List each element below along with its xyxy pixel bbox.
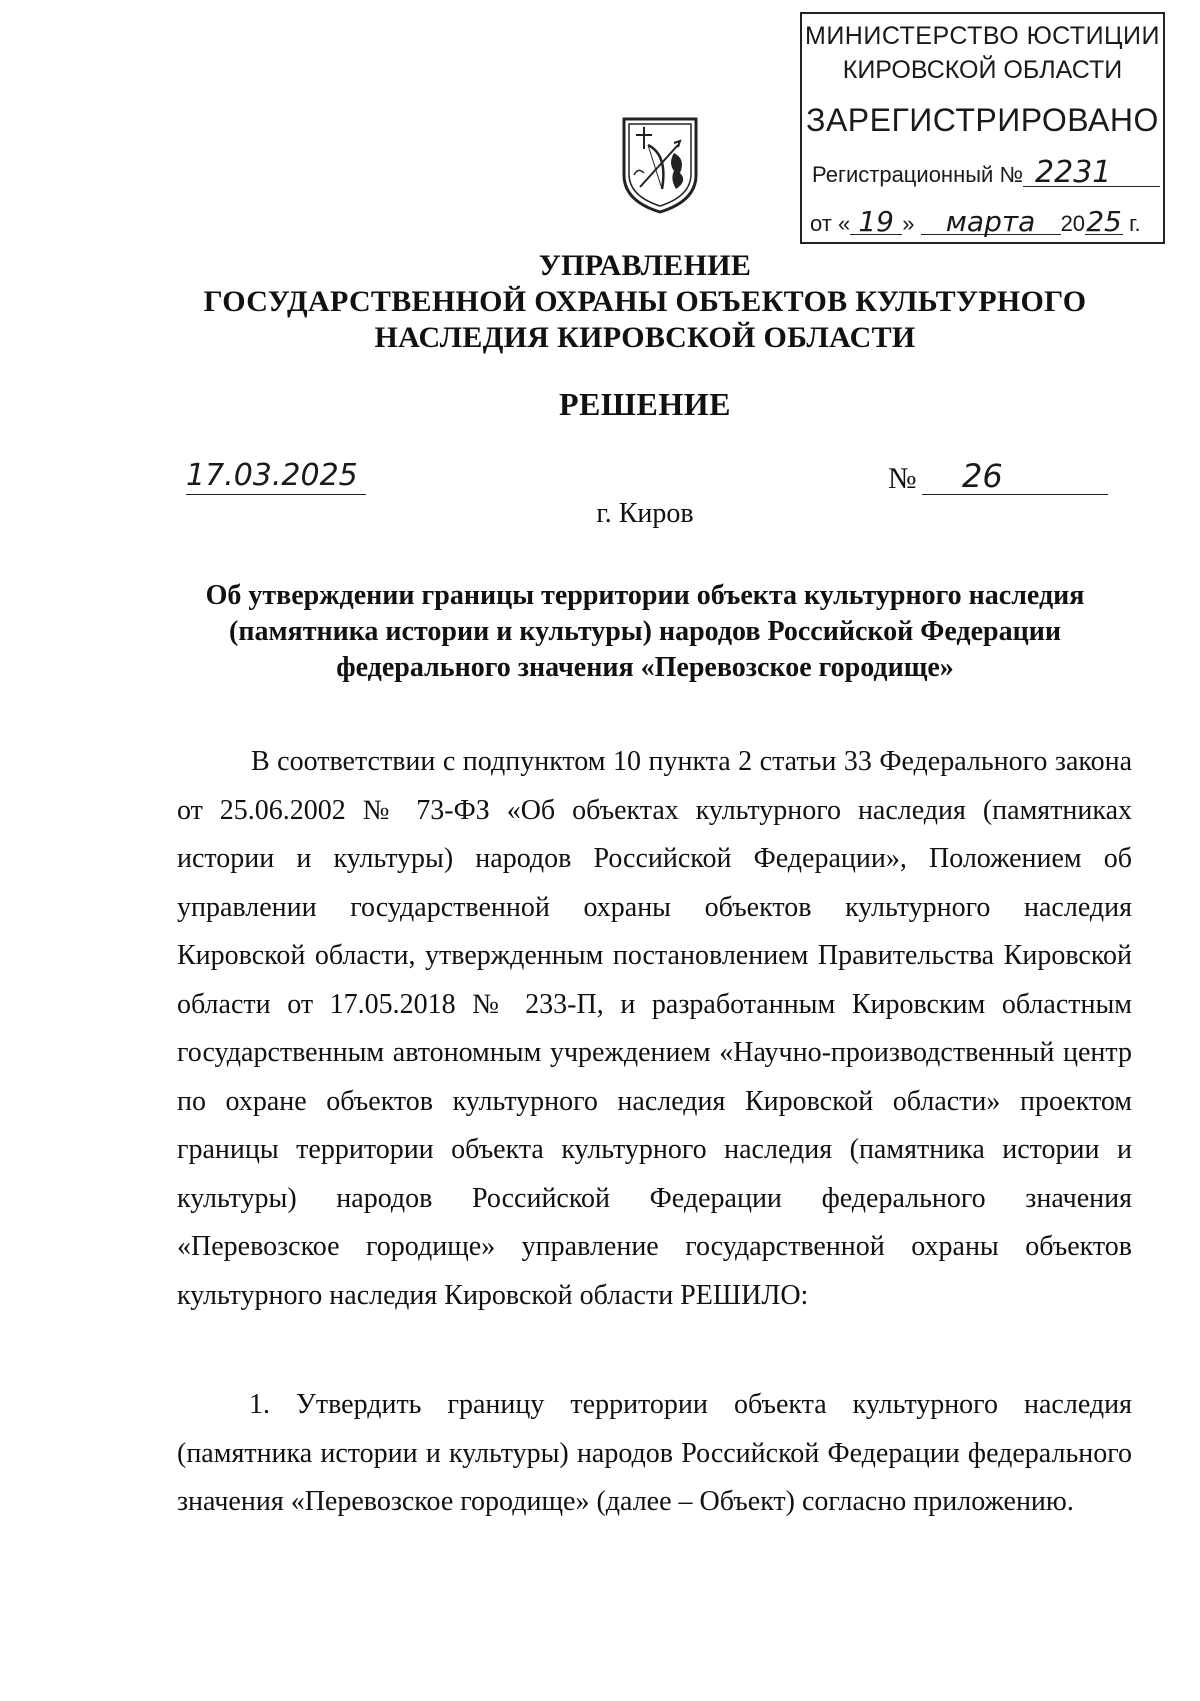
org-name-line3: НАСЛЕДИЯ КИРОВСКОЙ ОБЛАСТИ <box>374 321 916 354</box>
stamp-date-row <box>810 205 1141 238</box>
stamp-date-suffix: г. <box>1129 211 1141 236</box>
org-name-line1: УПРАВЛЕНИЕ <box>538 249 752 282</box>
registration-stamp <box>800 12 1165 244</box>
stamp-registered: ЗАРЕГИСТРИРОВАНО <box>806 102 1159 138</box>
city-name: г. Киров <box>596 498 694 529</box>
subject-line1: Об утверждении границы территории объекта культурного наследия <box>205 580 1085 611</box>
stamp-date-month: марта <box>921 210 1061 235</box>
stamp-reg-label: Регистрационный № <box>812 162 1024 187</box>
subject-line2: (памятника истории и культуры) народов Российской Федерации <box>229 616 1061 647</box>
stamp-reg-number: 2231 <box>1023 160 1160 187</box>
stamp-date-year-prefix: 20 <box>1060 211 1086 236</box>
document-number-label: № <box>888 462 917 495</box>
stamp-ministry-line1: МИНИСТЕРСТВО ЮСТИЦИИ <box>805 22 1160 50</box>
document-number: 26 <box>922 458 1108 495</box>
stamp-reg-row <box>812 155 1160 190</box>
coat-of-arms-icon <box>618 115 702 215</box>
document-subject <box>0 578 1200 686</box>
stamp-ministry-line2: КИРОВСКОЙ ОБЛАСТИ <box>842 56 1123 84</box>
org-name-line2: ГОСУДАРСТВЕННОЙ ОХРАНЫ ОБЪЕКТОВ КУЛЬТУРНОГО <box>203 285 1087 318</box>
body-paragraph-preamble: В соответствии с подпунктом 10 пункта 2 статьи 33 Федерального закона от 25.06.2002 № 73-ФЗ «Об объектах культурного наследия (памятниках истории и культуры) народов Российской Федерации», Положением об управлении государственной охраны объектов культурного наследия Кировской области, утвержденным постановлением Правительства Кировской области от 17.05.2018 № 233-П, и разработанным Кировским областным государственным автономным учреждением «Научно-производственный центр по охране объектов культурного наследия Кировской области» проектом границы территории объекта культурного наследия (памятника истории и культуры) народов Российской Федерации федерального значения «Перевозское городище» управление государственной охраны объектов культурного наследия Кировской области РЕШИЛО: <box>177 746 1132 1311</box>
stamp-date-mid: » <box>902 211 915 236</box>
document-date: 17.03.2025 <box>186 458 366 495</box>
body-paragraph-item-1: 1. Утвердить границу территории объекта культурного наследия (памятника истории и культуры) народов Российской Федерации федерального значения «Перевозское городище» (далее – Объект) согласно приложению. <box>177 1389 1132 1517</box>
stamp-date-year-suffix: 25 <box>1086 205 1122 238</box>
subject-line3: федерального значения «Перевозское городище» <box>336 652 954 683</box>
stamp-date-day: 19 <box>850 210 902 235</box>
stamp-date-prefix: от « <box>810 211 851 236</box>
document-type-title: РЕШЕНИЕ <box>559 386 731 422</box>
